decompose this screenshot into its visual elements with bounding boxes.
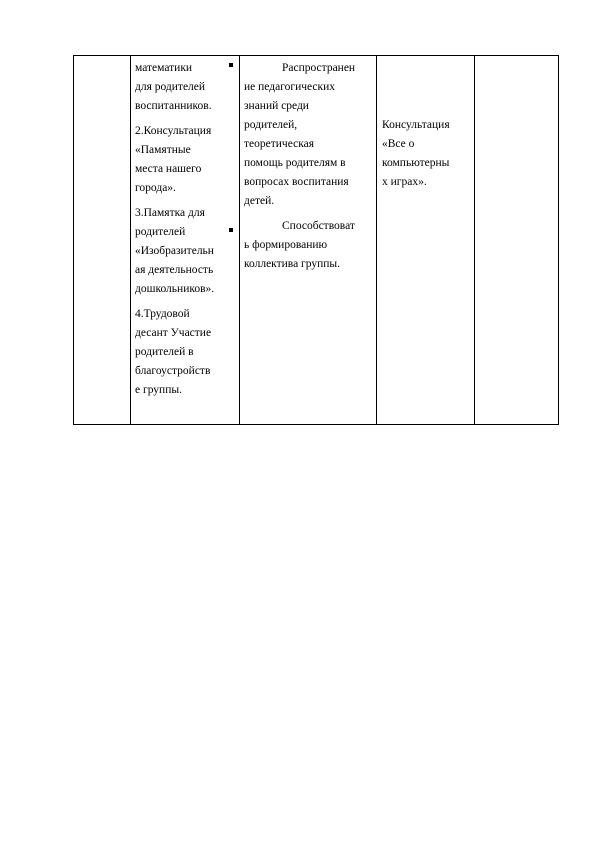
text-line: знаний среди	[244, 100, 309, 112]
event-item-3	[135, 204, 214, 299]
table-cell-events	[131, 56, 240, 425]
table-row	[74, 56, 559, 425]
text-line: коллектива группы.	[244, 258, 341, 270]
text-line: помощь родителям в	[244, 157, 346, 169]
text-line: Распространен	[282, 62, 356, 74]
text-line: 2.Консультация	[135, 125, 212, 137]
text-line: родителей,	[244, 119, 298, 131]
text-line: места нашего	[135, 163, 202, 175]
text-line: дошкольников».	[135, 283, 215, 295]
text-line: «Все о	[382, 138, 415, 150]
text-line: 4.Трудовой	[135, 308, 190, 320]
text-line: «Памятные	[135, 144, 191, 156]
text-line: десант Участие	[135, 327, 212, 339]
bullet-icon	[229, 228, 233, 232]
text-line: Способствоват	[282, 220, 355, 232]
text-line: вопросах воспитания	[244, 176, 349, 188]
text-line: теоретическая	[244, 138, 314, 150]
text-line: Консультация	[382, 119, 450, 131]
text-line: «Изобразительн	[135, 245, 214, 257]
text-line: детей.	[244, 195, 275, 207]
text-line: родителей	[135, 226, 186, 238]
text-line: города».	[135, 182, 176, 194]
event-item-4	[135, 305, 214, 400]
text-line: благоустройств	[135, 365, 211, 377]
table-cell-empty-5	[475, 56, 559, 425]
goal-item-2	[244, 217, 355, 274]
text-line: ие педагогических	[244, 81, 336, 93]
text-line: 3.Памятка для	[135, 207, 205, 219]
text-line: компьютерны	[382, 157, 450, 169]
event-item-1	[135, 59, 214, 116]
text-line: ь формированию	[244, 239, 328, 251]
text-line: ая деятельность	[135, 264, 214, 276]
table-cell-consultation	[377, 56, 475, 425]
bullet-icon	[229, 63, 233, 67]
text-line: для родителей	[135, 81, 206, 93]
event-item-2	[135, 122, 214, 198]
text-line: воспитанников.	[135, 100, 212, 112]
text-line: родителей в	[135, 346, 194, 358]
table-cell-empty-1	[74, 56, 131, 425]
goal-item-1	[244, 59, 355, 211]
text-line: х играх».	[382, 176, 427, 188]
text-line: е группы.	[135, 384, 182, 396]
table-cell-goals	[240, 56, 377, 425]
text-line: математики	[135, 62, 193, 74]
plan-table	[73, 55, 559, 425]
consultation-item	[382, 116, 450, 192]
